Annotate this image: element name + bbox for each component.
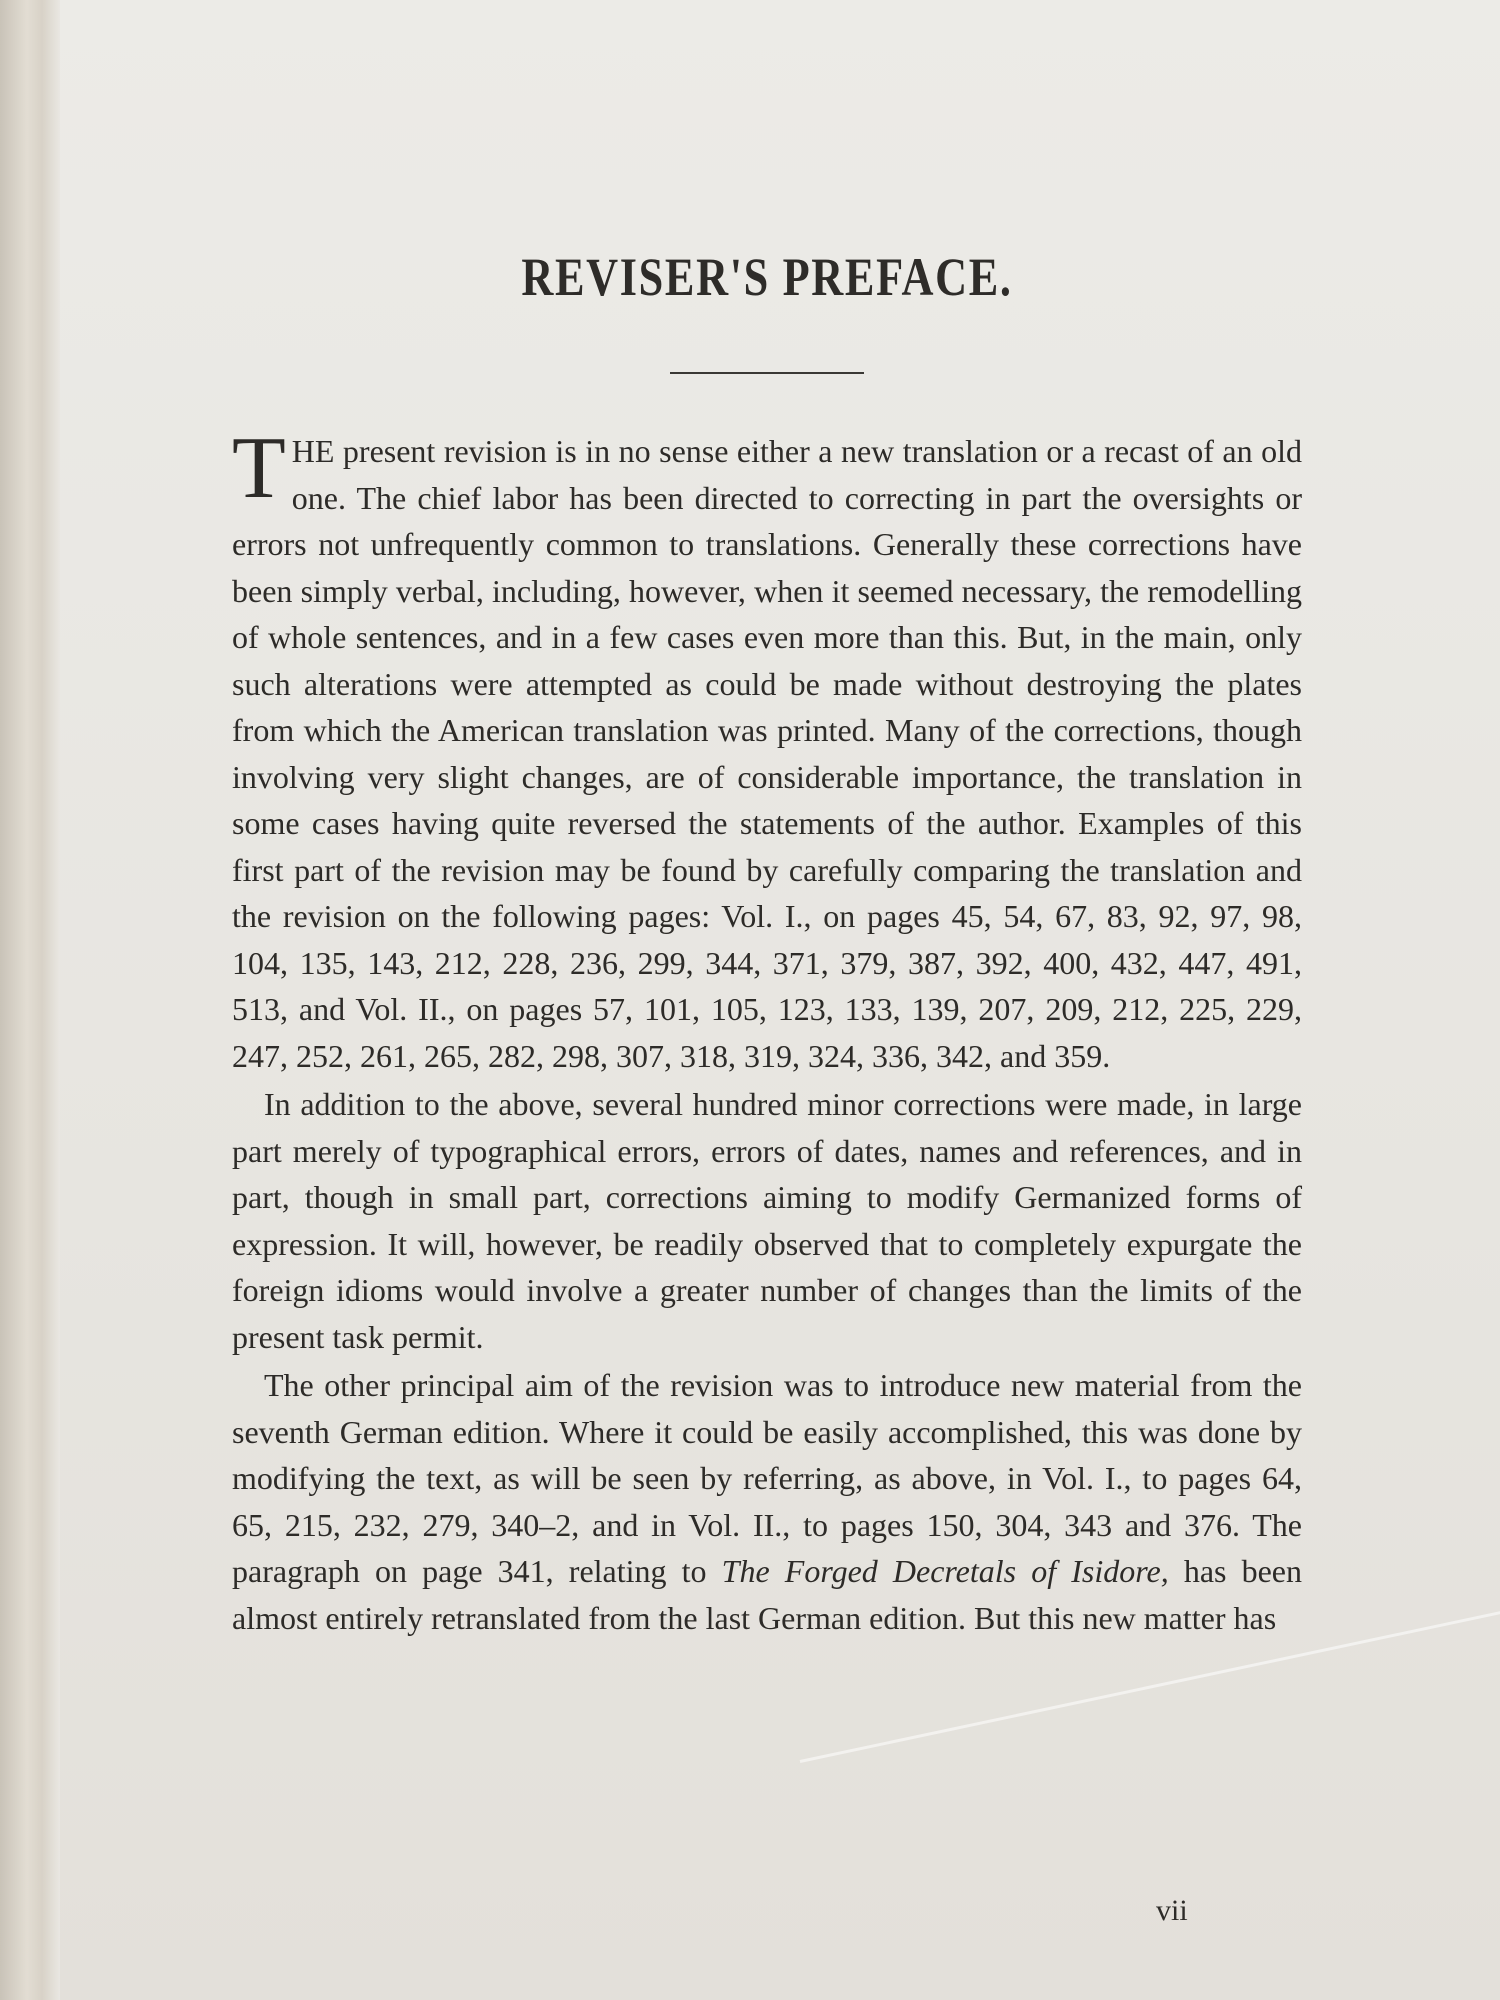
paragraph-1 bbox=[232, 420, 1302, 1079]
paragraph-3 bbox=[232, 1362, 1302, 1641]
page-title: REVISER'S PREFACE. bbox=[521, 247, 1013, 307]
drop-cap: T bbox=[232, 420, 286, 517]
book-gutter bbox=[0, 0, 60, 2000]
paragraph-2: In addition to the above, several hundred minor corrections were made, in large part merely of typographical errors, errors of dates, names and references, and in part, though in small part, corrections aiming to modify Germanized forms of expression. It will, however, be readily observed that to completely expurgate the foreign idioms would involve a greater number of changes than the limits of the present task permit. bbox=[232, 1086, 1302, 1355]
paragraph-3-text-b: has been almost entirely retranslated from the last German edition. But this new matter has bbox=[232, 1553, 1303, 1636]
page-number: vii bbox=[1156, 1894, 1188, 1927]
paragraph-3-italic-title: The Forged Decretals of Isidore, bbox=[721, 1553, 1169, 1589]
page-text-block bbox=[232, 247, 1303, 1890]
paragraph-3-text-a: The other principal aim of the revision was to introduce new material from the seventh German edition. Where it could be easily accomplished, this was done by modifying the text, as will be seen by referring, as above, in Vol. I., to pages 64, 65, 215, 232, 279, 340–2, and in Vol. II., to pages 150, 304, 343 and 376. The paragraph on page 341, relating to bbox=[232, 1367, 1302, 1589]
paragraph-1-text: HE present revision is in no sense either a new translation or a recast of an old one. The chief labor has been directed to correcting in part the oversights or errors not unfrequently common to translations. Generally these corrections have been simply verbal, including, however, when it seemed necessary, the remodelling of whole sentences, and in a few cases even more than this. But, in the main, only such alterations were attempted as could be made without destroying the plates from which the American translation was printed. Many of the corrections, though involving very slight changes, are of considerable importance, the translation in some cases having quite reversed the statements of the author. Examples of this first part of the revision may be found by carefully comparing the translation and the revision on the following pages: Vol. I., on pages 45, 54, 67, 83, 92, 97, 98, 104, 135, 143, 212, 228, 236, 299, 344, 371, 379, 387, 392, 400, 432, 447, 491, 513, and Vol. II., on pages 57, 101, 105, 123, 133, 139, 207, 209, 212, 225, 229, 247, 252, 261, 265, 282, 298, 307, 318, 319, 324, 336, 342, and 359. bbox=[232, 433, 1302, 1074]
body-text bbox=[232, 420, 1303, 1641]
title-rule bbox=[670, 372, 864, 374]
